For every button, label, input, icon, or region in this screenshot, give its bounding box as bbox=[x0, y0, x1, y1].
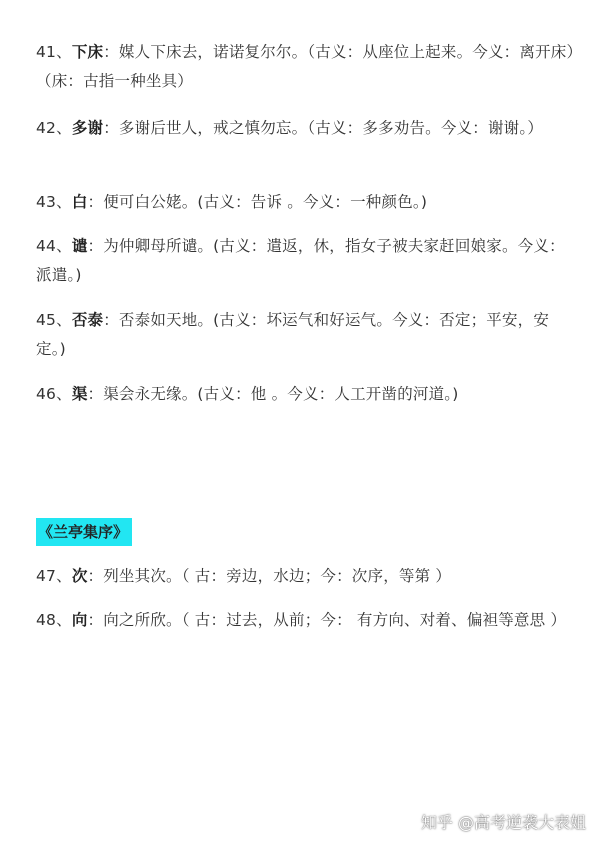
entry-separator: 、 bbox=[56, 611, 72, 629]
entry-separator: 、 bbox=[56, 311, 72, 329]
entry-47 bbox=[36, 562, 576, 591]
entry-46 bbox=[36, 380, 576, 409]
entry-term: 向 bbox=[71, 611, 88, 629]
entry-term: 渠 bbox=[71, 385, 88, 403]
entry-number: 43 bbox=[36, 193, 57, 211]
entry-number: 41 bbox=[36, 43, 57, 61]
entry-text: ：便可白公姥。(古义：告诉 。今义：一种颜色。) bbox=[87, 193, 428, 211]
entry-text: ：否泰如天地。(古义：坏运气和好运气。今义：否定；平安，安定。) bbox=[36, 311, 550, 358]
entry-separator: 、 bbox=[56, 237, 72, 255]
entry-term: 下床 bbox=[71, 43, 104, 61]
entry-number: 42 bbox=[36, 119, 57, 137]
entry-42 bbox=[36, 114, 576, 143]
entry-number: 48 bbox=[36, 611, 57, 629]
entry-45 bbox=[36, 306, 576, 364]
entry-text: ：向之所欣。（ 古：过去，从前；今： 有方向、对着、偏袒等意思 ） bbox=[87, 611, 567, 629]
entry-separator: 、 bbox=[56, 43, 72, 61]
entry-number: 46 bbox=[36, 385, 57, 403]
entry-43 bbox=[36, 188, 576, 217]
entry-number: 47 bbox=[36, 567, 57, 585]
entry-term: 次 bbox=[71, 567, 88, 585]
entry-separator: 、 bbox=[56, 119, 72, 137]
entry-text: ：媒人下床去，诺诺复尔尔。（古义：从座位上起来。今义：离开床）（床：古指一种坐具） bbox=[36, 43, 575, 90]
entry-term: 白 bbox=[71, 193, 88, 211]
entry-separator: 、 bbox=[56, 567, 72, 585]
entry-separator: 、 bbox=[56, 193, 72, 211]
entry-term: 谴 bbox=[71, 237, 88, 255]
entry-text: ：渠会永无缘。(古义：他 。今义：人工开凿的河道。) bbox=[87, 385, 459, 403]
entry-term: 多谢 bbox=[71, 119, 104, 137]
entry-48 bbox=[36, 606, 576, 635]
entry-41 bbox=[36, 38, 576, 96]
entry-term: 否泰 bbox=[71, 311, 104, 329]
entry-number: 45 bbox=[36, 311, 57, 329]
watermark: 知乎 @高考逆袭大表姐 bbox=[420, 813, 586, 832]
section-heading: 《兰亭集序》 bbox=[36, 518, 132, 546]
entry-text: ：列坐其次。（ 古：旁边，水边；今：次序，等第 ） bbox=[87, 567, 452, 585]
entry-text: ：为仲卿母所谴。(古义：遣返，休，指女子被夫家赶回娘家。今义：派遣。) bbox=[36, 237, 565, 284]
entry-separator: 、 bbox=[56, 385, 72, 403]
entry-number: 44 bbox=[36, 237, 57, 255]
entry-44 bbox=[36, 232, 576, 290]
entry-text: ：多谢后世人，戒之慎勿忘。（古义：多多劝告。今义：谢谢。） bbox=[103, 119, 544, 137]
